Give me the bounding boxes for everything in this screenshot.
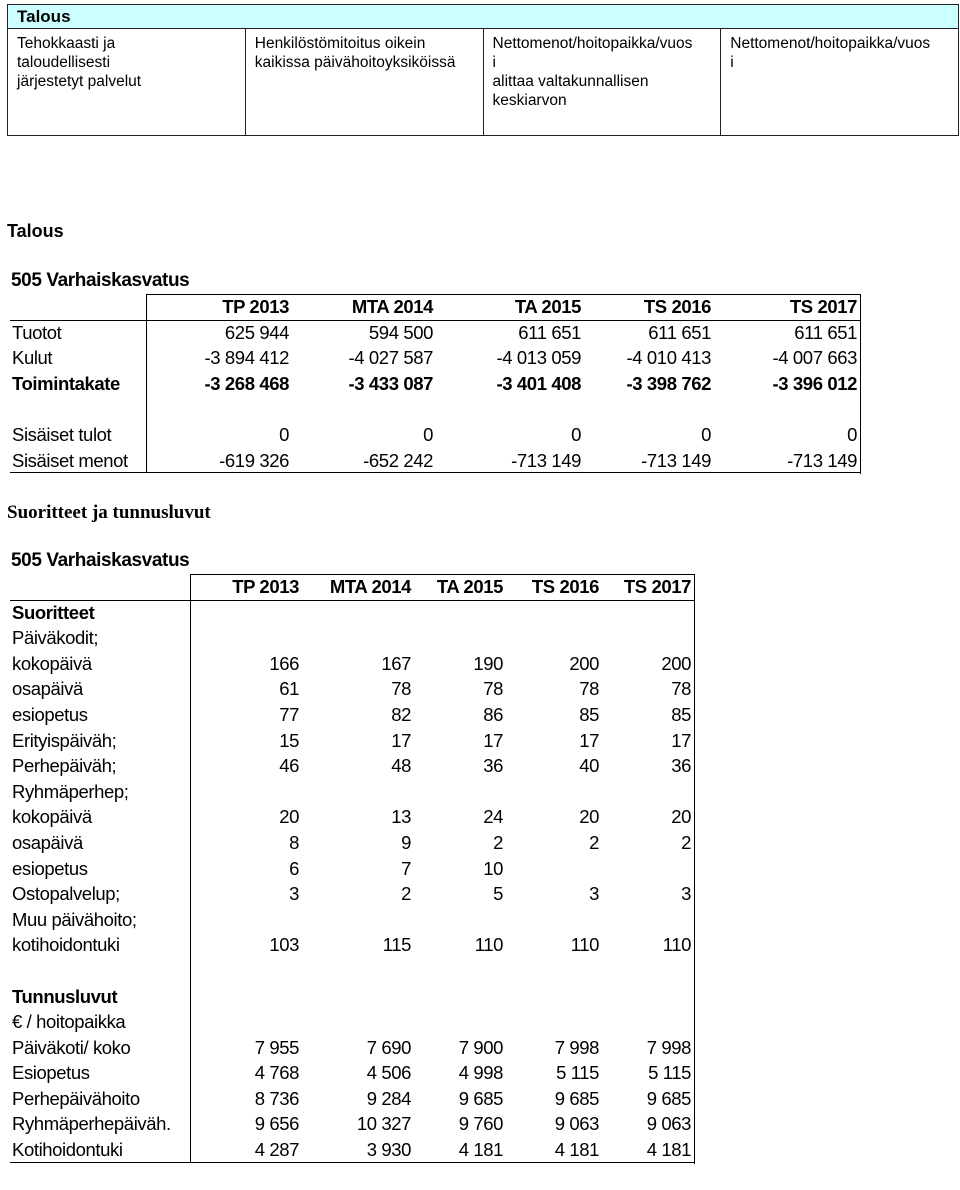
performance-cell: 7: [401, 857, 411, 879]
performance-cell: [302, 958, 414, 984]
performance-cell: 2: [681, 831, 691, 853]
performance-cell: 7 690: [366, 1036, 411, 1058]
performance-row: [10, 728, 694, 754]
performance-cell: [506, 1009, 602, 1035]
performance-cell: 20: [279, 806, 299, 828]
performance-row: [10, 958, 694, 984]
performance-cell: 3: [681, 883, 691, 905]
performance-row: [10, 753, 694, 779]
performance-cell: 200: [661, 652, 691, 674]
performance-cell: 103: [269, 934, 299, 956]
performance-cell: 9: [401, 831, 411, 853]
finance-sheet: [10, 268, 866, 473]
finance-column-header: TS 2016: [643, 296, 711, 317]
performance-cell: 20: [671, 806, 691, 828]
finance-cell: -3 268 468: [204, 372, 289, 394]
finance-cell: -3 398 762: [626, 372, 711, 394]
performance-column-header: MTA 2014: [329, 576, 411, 597]
performance-cell: [414, 907, 506, 933]
performance-cell: 3 930: [366, 1139, 411, 1161]
goal-cell-2: [245, 29, 483, 136]
goal-cell-text: Tehokkaasti ja: [17, 35, 116, 52]
performance-cell: [506, 907, 602, 933]
performance-cell: [190, 625, 302, 651]
performance-cell: 110: [474, 934, 503, 956]
performance-cell: 110: [662, 934, 691, 956]
performance-cell: [602, 907, 694, 933]
performance-column-header: TS 2017: [623, 576, 691, 597]
goal-cell-text: i: [730, 54, 734, 71]
performance-cell: [302, 600, 414, 626]
finance-cell: 625 944: [224, 321, 289, 343]
finance-row-label: Tuotot: [12, 321, 62, 343]
finance-cell: -3 894 412: [204, 347, 289, 369]
finance-corner-cell: [10, 294, 146, 320]
performance-row-label: Kotihoidontuki: [12, 1139, 123, 1161]
finance-cell: 611 651: [648, 321, 711, 343]
performance-sheet-title: 505 Varhaiskasvatus: [11, 550, 190, 571]
performance-cell: 7 998: [554, 1036, 599, 1058]
finance-cell: [436, 396, 584, 422]
finance-cell: -3 396 012: [772, 372, 857, 394]
finance-row: [10, 422, 860, 448]
performance-cell: 85: [579, 703, 599, 725]
finance-cell: 0: [701, 423, 711, 445]
performance-cell: [414, 779, 506, 805]
performance-cell: 115: [382, 934, 411, 956]
goal-table: [7, 4, 959, 136]
goal-cell-text: Henkilöstömitoitus oikein: [254, 35, 426, 52]
performance-row: [10, 1009, 694, 1035]
goal-cell-4: [721, 29, 959, 136]
finance-cell: -4 013 059: [496, 347, 581, 369]
goal-cell-text: keskiarvon: [492, 92, 567, 109]
performance-cell: [302, 779, 414, 805]
performance-cell: [506, 958, 602, 984]
finance-sheet-title: 505 Varhaiskasvatus: [11, 270, 190, 291]
performance-row-label: esiopetus: [12, 857, 88, 879]
finance-cell: 594 500: [368, 321, 433, 343]
performance-row-label: Ryhmäperhep;: [12, 780, 129, 802]
performance-row-label: Ostopalvelup;: [12, 883, 120, 905]
performance-cell: 13: [391, 806, 411, 828]
performance-cell: 4 287: [254, 1139, 299, 1161]
performance-cell: 17: [671, 729, 691, 751]
performance-cell: 5: [493, 883, 503, 905]
finance-cell: [146, 396, 292, 422]
performance-cell: 9 760: [458, 1113, 503, 1135]
performance-cell: 110: [570, 934, 599, 956]
performance-row-label: kotihoidontuki: [12, 934, 120, 956]
performance-cell: 4 181: [458, 1139, 503, 1161]
performance-cell: 15: [279, 729, 299, 751]
performance-cell: 2: [589, 831, 599, 853]
performance-cell: 7 998: [646, 1036, 691, 1058]
performance-cell: 5 115: [556, 1062, 599, 1084]
performance-cell: 9 685: [646, 1087, 691, 1109]
performance-row-label: Ryhmäperhepäiväh.: [12, 1113, 171, 1135]
performance-cell: 82: [391, 703, 411, 725]
performance-cell: 61: [279, 678, 299, 700]
performance-row-label: Suoritteet: [12, 601, 95, 623]
performance-row: [10, 1035, 694, 1061]
finance-row-label: [10, 396, 146, 422]
finance-cell: 611 651: [794, 321, 857, 343]
finance-grid: [10, 294, 866, 473]
finance-cell: [292, 396, 436, 422]
goal-cell-text: alittaa valtakunnallisen: [492, 73, 649, 90]
performance-cell: [302, 984, 414, 1010]
performance-cell: [190, 600, 302, 626]
performance-row: [10, 984, 694, 1010]
performance-row: [10, 804, 694, 830]
performance-row-label: Muu päivähoito;: [12, 908, 137, 930]
performance-cell: [302, 1009, 414, 1035]
performance-row-label: kokopäivä: [12, 806, 92, 828]
performance-row-label: esiopetus: [12, 703, 88, 725]
finance-cell: -3 401 408: [496, 372, 581, 394]
performance-cell: [602, 1009, 694, 1035]
performance-row: [10, 856, 694, 882]
performance-cell: 20: [579, 806, 599, 828]
performance-cell: 40: [579, 755, 599, 777]
performance-cell: 78: [483, 678, 503, 700]
performance-cell: 9 685: [458, 1087, 503, 1109]
performance-cell: 3: [289, 883, 299, 905]
performance-cell: 85: [671, 703, 691, 725]
performance-cell: [302, 625, 414, 651]
performance-cell: 17: [391, 729, 411, 751]
finance-column-header: TS 2017: [789, 296, 857, 317]
performance-column-header: TP 2013: [232, 576, 299, 597]
performance-cell: 9 685: [554, 1087, 599, 1109]
goal-cell-text: Nettomenot/hoitopaikka/vuos: [492, 35, 693, 52]
performance-cell: 4 506: [366, 1062, 411, 1084]
performance-table: [10, 574, 694, 1163]
performance-cell: [602, 625, 694, 651]
performance-row: [10, 907, 694, 933]
performance-cell: [190, 958, 302, 984]
performance-cell: 36: [483, 755, 503, 777]
performance-cell: 17: [483, 729, 503, 751]
performance-sheet: [10, 548, 696, 1163]
performance-cell: [414, 600, 506, 626]
performance-cell: 7 955: [254, 1036, 299, 1058]
performance-cell: 8: [289, 831, 299, 853]
performance-cell: [506, 625, 602, 651]
performance-row-label: Tunnusluvut: [12, 985, 118, 1007]
performance-cell: 4 998: [458, 1062, 503, 1084]
finance-row-label: Kulut: [12, 347, 53, 369]
performance-cell: 9 656: [254, 1113, 299, 1135]
performance-row: [10, 600, 694, 626]
performance-cell: 8 736: [254, 1087, 299, 1109]
performance-row: [10, 1086, 694, 1112]
performance-cell: 78: [391, 678, 411, 700]
goal-cell-text: kaikissa päivähoitoyksiköissä: [254, 54, 456, 71]
performance-column-header: TS 2016: [531, 576, 599, 597]
performance-row: [10, 676, 694, 702]
performance-cell: [602, 984, 694, 1010]
performance-cell: 200: [569, 652, 599, 674]
performance-cell: [190, 984, 302, 1010]
performance-row-label: Esiopetus: [12, 1062, 90, 1084]
performance-cell: [602, 958, 694, 984]
performance-cell: [602, 779, 694, 805]
performance-cell: 3: [589, 883, 599, 905]
finance-column-header: MTA 2014: [351, 296, 433, 317]
finance-cell: -4 010 413: [626, 347, 711, 369]
goal-cell-text: i: [492, 54, 496, 71]
performance-row-label: osapäivä: [12, 678, 83, 700]
performance-cell: [190, 779, 302, 805]
finance-cell: -713 149: [511, 449, 581, 471]
performance-cell: [414, 958, 506, 984]
performance-row-label: [10, 958, 190, 984]
finance-cell: 0: [279, 423, 289, 445]
performance-row-label: Perhepäiväh;: [12, 755, 117, 777]
performance-row-label: kokopäivä: [12, 652, 92, 674]
performance-row-label: Päiväkoti/ koko: [12, 1036, 131, 1058]
finance-row-label: Sisäiset menot: [12, 449, 128, 471]
finance-cell: 0: [571, 423, 581, 445]
performance-row-label: € / hoitopaikka: [12, 1011, 126, 1033]
performance-cell: [302, 907, 414, 933]
performance-row: [10, 932, 694, 958]
performance-cell: 166: [269, 652, 299, 674]
performance-row: [10, 1137, 694, 1163]
performance-cell: 36: [671, 755, 691, 777]
performance-grid: [10, 574, 696, 1163]
performance-cell: 190: [473, 652, 503, 674]
finance-cell: -619 326: [219, 449, 289, 471]
performance-row: [10, 830, 694, 856]
finance-cell: [584, 396, 714, 422]
performance-cell: [414, 625, 506, 651]
performance-cell: 24: [483, 806, 503, 828]
finance-cell: -4 007 663: [772, 347, 857, 369]
performance-cell: 48: [391, 755, 411, 777]
goal-cell-text: Nettomenot/hoitopaikka/vuos: [730, 35, 931, 52]
finance-row-label: Toimintakate: [12, 372, 120, 394]
performance-cell: [190, 907, 302, 933]
performance-cell: 4 181: [554, 1139, 599, 1161]
goal-table-header: Talous: [8, 5, 959, 29]
finance-cell: -713 149: [641, 449, 711, 471]
performance-cell: [414, 1009, 506, 1035]
goal-cell-1: [8, 29, 246, 136]
performance-cell: [190, 1009, 302, 1035]
performance-cell: [506, 856, 602, 882]
performance-row: [10, 881, 694, 907]
performance-cell: 46: [279, 755, 299, 777]
performance-cell: 4 181: [646, 1139, 691, 1161]
finance-cell: -3 433 087: [348, 372, 433, 394]
goal-cell-text: taloudellisesti: [17, 54, 111, 71]
finance-header-row: [10, 294, 860, 320]
goal-cell-3: [483, 29, 721, 136]
finance-cell: -652 242: [363, 449, 433, 471]
performance-row-label: osapäivä: [12, 831, 83, 853]
finance-cell: 611 651: [518, 321, 581, 343]
performance-row-label: Päiväkodit;: [12, 627, 99, 649]
performance-cell: 78: [579, 678, 599, 700]
performance-row-label: Perhepäivähoito: [12, 1087, 140, 1109]
performance-cell: 2: [493, 831, 503, 853]
performance-row: [10, 702, 694, 728]
performance-cell: 17: [579, 729, 599, 751]
performance-row: [10, 625, 694, 651]
performance-row: [10, 651, 694, 677]
performance-cell: 5 115: [648, 1062, 691, 1084]
performance-cell: 2: [401, 883, 411, 905]
performance-cell: 86: [483, 703, 503, 725]
finance-row: [10, 345, 860, 371]
performance-cell: 10: [483, 857, 503, 879]
performance-row: [10, 1060, 694, 1086]
finance-table: [10, 294, 860, 473]
performance-column-header: TA 2015: [436, 576, 503, 597]
finance-cell: 0: [847, 423, 857, 445]
talous-heading: Talous: [7, 221, 64, 241]
suoritteet-heading: Suoritteet ja tunnusluvut: [7, 502, 211, 523]
performance-cell: 6: [289, 857, 299, 879]
performance-cell: 9 063: [646, 1113, 691, 1135]
performance-cell: 7 900: [458, 1036, 503, 1058]
finance-row-label: Sisäiset tulot: [12, 423, 112, 445]
performance-row: [10, 779, 694, 805]
performance-cell: 167: [381, 652, 411, 674]
performance-cell: 4 768: [254, 1062, 299, 1084]
performance-corner-cell: [10, 574, 190, 600]
performance-cell: [506, 600, 602, 626]
performance-cell: 77: [279, 703, 299, 725]
finance-row: [10, 320, 860, 346]
performance-header-row: [10, 574, 694, 600]
goal-cell-text: järjestetyt palvelut: [17, 73, 142, 90]
performance-cell: 10 327: [356, 1113, 411, 1135]
performance-cell: 9 284: [366, 1087, 411, 1109]
performance-row: [10, 1111, 694, 1137]
finance-row: [10, 371, 860, 397]
performance-cell: [506, 984, 602, 1010]
finance-row: [10, 396, 860, 422]
finance-row: [10, 448, 860, 474]
performance-row-label: Erityispäiväh;: [12, 729, 117, 751]
finance-cell: [714, 396, 860, 422]
performance-cell: [602, 856, 694, 882]
finance-column-header: TA 2015: [514, 296, 581, 317]
finance-cell: -713 149: [787, 449, 857, 471]
performance-cell: [414, 984, 506, 1010]
performance-cell: 9 063: [554, 1113, 599, 1135]
finance-cell: -4 027 587: [348, 347, 433, 369]
performance-cell: 78: [671, 678, 691, 700]
finance-column-header: TP 2013: [222, 296, 289, 317]
finance-cell: 0: [423, 423, 433, 445]
performance-cell: [506, 779, 602, 805]
performance-cell: [602, 600, 694, 626]
